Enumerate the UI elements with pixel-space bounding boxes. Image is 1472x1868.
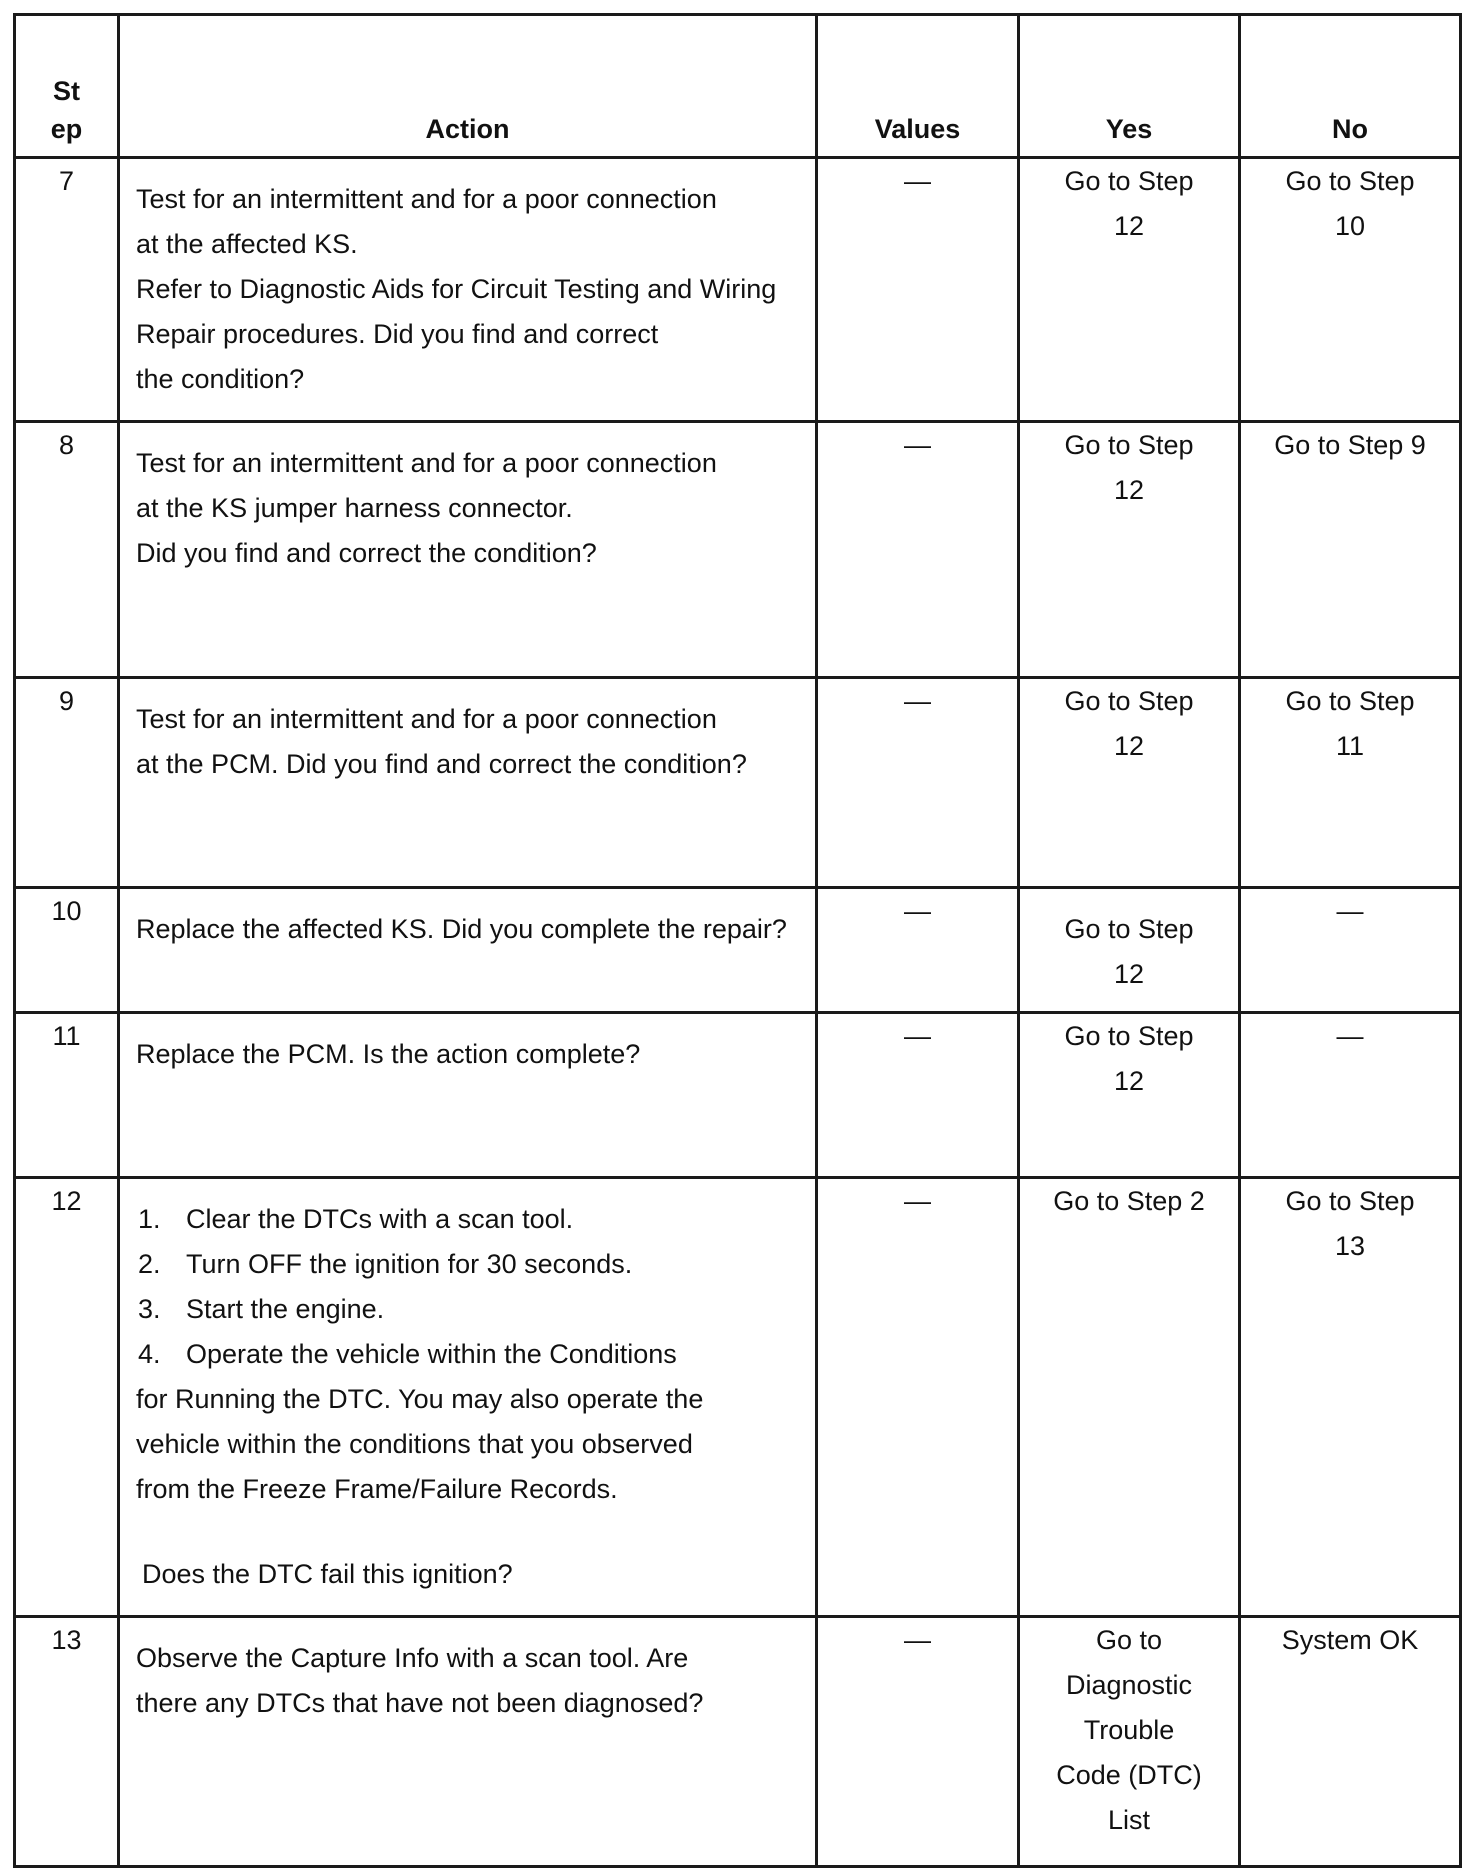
action-line: Did you find and correct the condition? xyxy=(136,538,597,568)
header-action: Action xyxy=(119,15,817,158)
action-line: at the PCM. Did you find and correct the condition? xyxy=(136,749,747,779)
step-number: 12 xyxy=(15,1178,119,1617)
step-number: 7 xyxy=(15,158,119,422)
values-cell: — xyxy=(817,678,1019,888)
no-line: — xyxy=(1336,1021,1364,1051)
step-number: 8 xyxy=(15,422,119,678)
action-line: Observe the Capture Info with a scan tool. Are xyxy=(136,1643,689,1673)
no-line: 11 xyxy=(1335,731,1365,761)
no-cell xyxy=(1240,1617,1461,1867)
yes-cell xyxy=(1019,1178,1240,1617)
action-line: Repair procedures. Did you find and correct xyxy=(136,319,659,349)
action-cell xyxy=(119,422,817,678)
list-item: 3. Start the engine. xyxy=(138,1294,385,1324)
header-step: St ep xyxy=(15,15,119,158)
yes-line: Go to Step xyxy=(1064,686,1194,716)
header-yes: Yes xyxy=(1019,15,1240,158)
yes-line: Go to Step xyxy=(1064,166,1194,196)
yes-line: 12 xyxy=(1113,211,1145,241)
no-cell xyxy=(1240,1178,1461,1617)
yes-cell xyxy=(1019,888,1240,1013)
step-number: 9 xyxy=(15,678,119,888)
yes-cell xyxy=(1019,678,1240,888)
step-number: 13 xyxy=(15,1617,119,1867)
header-values: Values xyxy=(817,15,1019,158)
header-no: No xyxy=(1240,15,1461,158)
yes-cell xyxy=(1019,422,1240,678)
yes-line: Trouble xyxy=(1083,1715,1175,1745)
list-item: 2. Turn OFF the ignition for 30 seconds. xyxy=(138,1249,633,1279)
values-cell: — xyxy=(817,158,1019,422)
action-cell xyxy=(119,158,817,422)
action-line: vehicle within the conditions that you observed xyxy=(136,1429,693,1459)
no-line: Go to Step xyxy=(1285,686,1415,716)
no-cell xyxy=(1240,678,1461,888)
no-line: Go to Step xyxy=(1285,166,1415,196)
yes-line: 12 xyxy=(1113,959,1145,989)
yes-line: Go to Step xyxy=(1064,914,1194,944)
no-line: — xyxy=(1336,896,1364,926)
diagnostic-table xyxy=(13,13,1462,1868)
yes-line: Code (DTC) xyxy=(1056,1760,1202,1790)
header-row xyxy=(15,15,1461,158)
yes-line: List xyxy=(1107,1805,1151,1835)
action-line: from the Freeze Frame/Failure Records. xyxy=(136,1474,618,1504)
table-row xyxy=(15,678,1461,888)
list-item: 4. Operate the vehicle within the Conditions xyxy=(138,1339,677,1369)
table-row xyxy=(15,1013,1461,1178)
action-line: Refer to Diagnostic Aids for Circuit Testing and Wiring xyxy=(136,274,777,304)
values-cell: — xyxy=(817,1013,1019,1178)
action-line: Replace the PCM. Is the action complete? xyxy=(136,1039,641,1069)
table-row xyxy=(15,1617,1461,1867)
yes-line: 12 xyxy=(1113,731,1145,761)
action-cell xyxy=(119,1617,817,1867)
yes-cell xyxy=(1019,1617,1240,1867)
values-cell: — xyxy=(817,1617,1019,1867)
table-row xyxy=(15,158,1461,422)
action-cell xyxy=(119,678,817,888)
yes-cell xyxy=(1019,1013,1240,1178)
yes-line: Go to Step 2 xyxy=(1053,1186,1205,1216)
action-line: the condition? xyxy=(136,364,305,394)
no-cell xyxy=(1240,158,1461,422)
no-line: Go to Step 9 xyxy=(1274,430,1426,460)
action-cell xyxy=(119,888,817,1013)
action-question: Does the DTC fail this ignition? xyxy=(142,1559,513,1589)
values-cell: — xyxy=(817,888,1019,1013)
step-number: 11 xyxy=(15,1013,119,1178)
yes-cell xyxy=(1019,158,1240,422)
no-line: Go to Step xyxy=(1285,1186,1415,1216)
action-line: Replace the affected KS. Did you complete the repair? xyxy=(136,914,787,944)
yes-line: Go to Step xyxy=(1064,1021,1194,1051)
yes-line: Go to xyxy=(1095,1625,1163,1655)
yes-line: Diagnostic xyxy=(1065,1670,1193,1700)
table-row xyxy=(15,1178,1461,1617)
action-line: at the affected KS. xyxy=(136,229,358,259)
no-line: System OK xyxy=(1281,1625,1419,1655)
table-row xyxy=(15,422,1461,678)
action-cell xyxy=(119,1178,817,1617)
no-line: 13 xyxy=(1334,1231,1366,1261)
list-item: 1. Clear the DTCs with a scan tool. xyxy=(138,1204,574,1234)
action-line: at the KS jumper harness connector. xyxy=(136,493,573,523)
yes-line: 12 xyxy=(1113,1066,1145,1096)
action-line: there any DTCs that have not been diagnosed? xyxy=(136,1688,704,1718)
action-cell xyxy=(119,1013,817,1178)
yes-line: 12 xyxy=(1113,475,1145,505)
action-line: Test for an intermittent and for a poor connection xyxy=(136,704,717,734)
action-line: Test for an intermittent and for a poor connection xyxy=(136,184,717,214)
no-line: 10 xyxy=(1334,211,1366,241)
action-line: Test for an intermittent and for a poor connection xyxy=(136,448,717,478)
step-number: 10 xyxy=(15,888,119,1013)
no-cell xyxy=(1240,422,1461,678)
action-line: for Running the DTC. You may also operate the xyxy=(136,1384,704,1414)
yes-line: Go to Step xyxy=(1064,430,1194,460)
values-cell: — xyxy=(817,422,1019,678)
table-row xyxy=(15,888,1461,1013)
values-cell: — xyxy=(817,1178,1019,1617)
no-cell xyxy=(1240,1013,1461,1178)
no-cell xyxy=(1240,888,1461,1013)
